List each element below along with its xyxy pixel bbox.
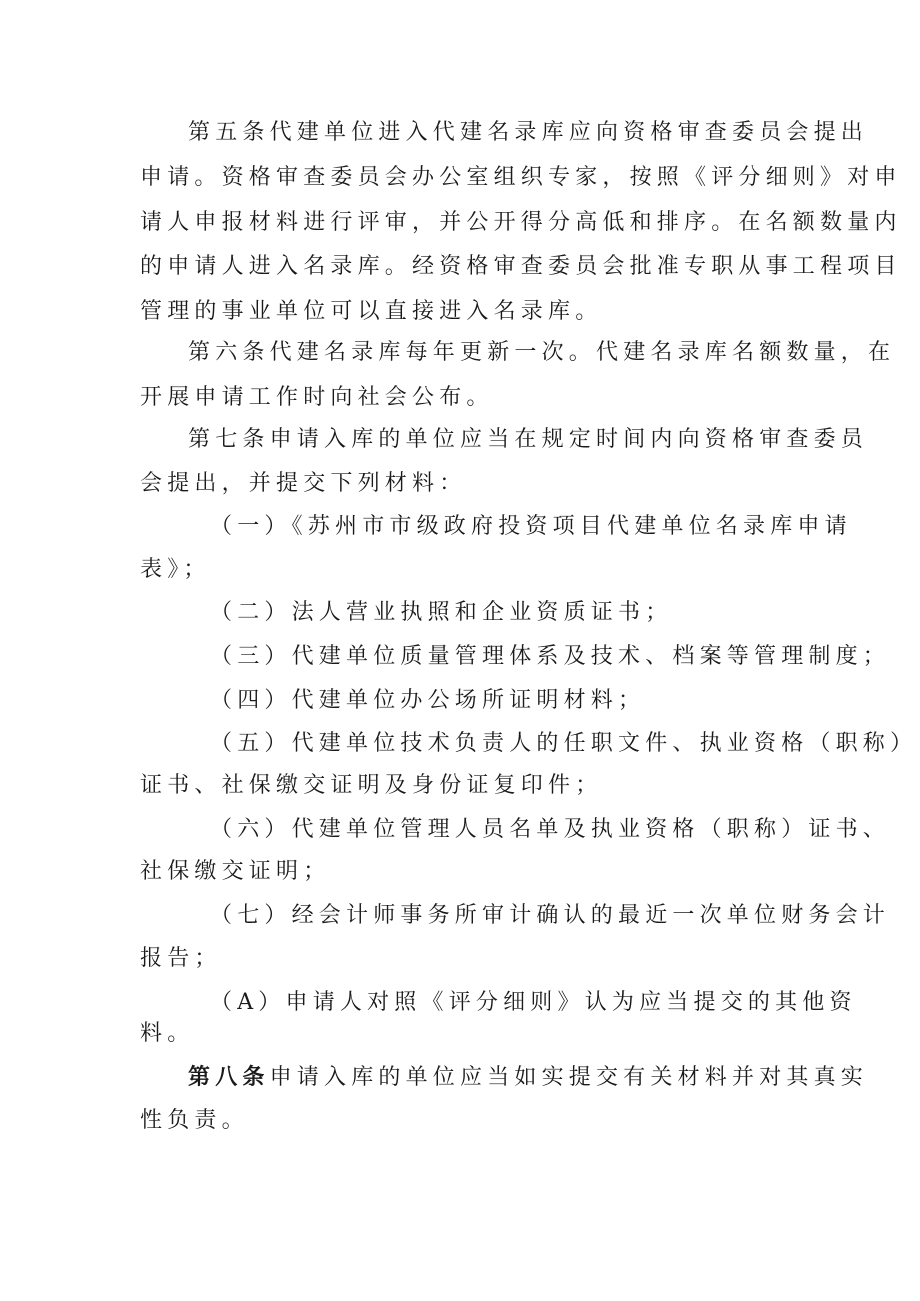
article-5-line-5: 管理的事业单位可以直接进入名录库。 [140,299,603,324]
article-8-heading: 第八条 [188,1064,270,1090]
list-item-8-line-2: 料。 [140,1021,195,1046]
list-item-5-line-2: 证书、社保缴交证明及身份证复印件； [140,773,603,798]
list-item-1-line-1: （一）《苏州市市级政府投资项目代建单位名录库申请 [210,514,852,539]
list-item-6-line-2: 社保缴交证明； [140,859,331,884]
article-8-text: 申请入库的单位应当如实提交有关材料并对其真实 [269,1065,869,1090]
article-8-line-1 [188,1062,868,1093]
list-item-5-line-1: （五）代建单位技术负责人的任职文件、执业资格（职称） [210,731,918,756]
list-item-3: （三）代建单位质量管理体系及技术、档案等管理制度； [210,644,891,669]
article-5-line-4: 的申请人进入名录库。经资格审查委员会批准专职从事工程项目 [140,254,902,279]
article-5-line-3: 请人申报材料进行评审，并公开得分高低和排序。在名额数量内 [140,210,902,235]
article-5-line-2: 申请。资格审查委员会办公室组织专家，按照《评分细则》对申 [140,165,902,190]
list-item-4: （四）代建单位办公场所证明材料； [210,688,646,713]
list-item-7-line-2: 报告； [140,946,222,971]
article-7-line-1: 第七条申请入库的单位应当在规定时间内向资格审查委员 [188,427,869,452]
article-7-line-2: 会提出，并提交下列材料： [140,471,467,496]
list-item-8-line-1: （A）申请人对照《评分细则》认为应当提交的其他资 [210,990,857,1015]
article-6-line-2: 开展申请工作时向社会公布。 [140,385,494,410]
article-5-line-1: 第五条代建单位进入代建名录库应向资格审查委员会提出 [188,120,869,145]
list-item-1-line-2: 表》； [140,557,211,582]
list-item-6-line-1: （六）代建单位管理人员名单及执业资格（职称）证书、 [210,817,891,842]
list-item-7-line-1: （七）经会计师事务所审计确认的最近一次单位财务会计 [210,903,891,928]
list-item-2: （二）法人营业执照和企业资质证书； [210,600,673,625]
article-8-line-2: 性负责。 [140,1108,249,1133]
article-6-line-1: 第六条代建名录库每年更新一次。代建名录库名额数量，在 [188,340,896,365]
